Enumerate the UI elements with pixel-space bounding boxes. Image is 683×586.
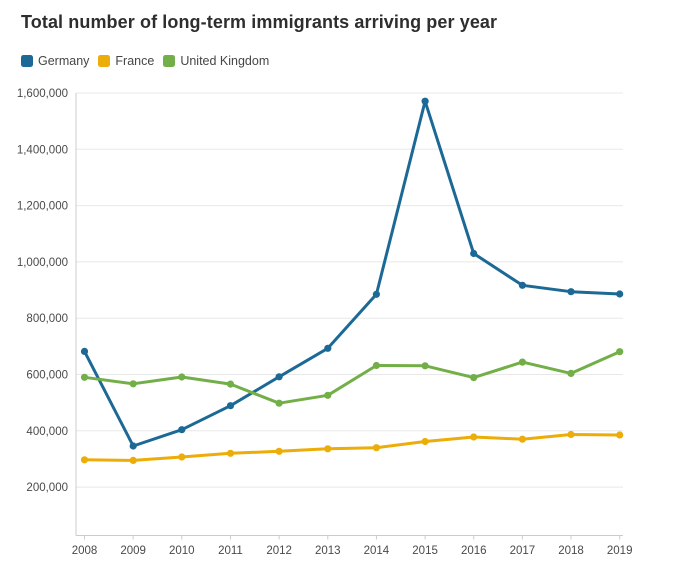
data-point-united-kingdom-2017 [519, 359, 526, 366]
data-point-germany-2017 [519, 282, 526, 289]
y-tick-label: 1,400,000 [16, 144, 68, 157]
data-point-france-2012 [276, 448, 283, 455]
data-point-united-kingdom-2011 [227, 381, 234, 388]
data-point-united-kingdom-2012 [276, 400, 283, 407]
x-tick-label: 2014 [363, 545, 390, 557]
data-point-germany-2009 [130, 442, 137, 449]
x-tick-label: 2018 [558, 545, 584, 557]
x-tick-label: 2016 [460, 545, 487, 557]
data-point-germany-2015 [422, 98, 429, 105]
data-point-germany-2013 [324, 345, 331, 352]
data-point-france-2017 [519, 436, 526, 443]
data-point-united-kingdom-2016 [470, 374, 477, 381]
data-point-united-kingdom-2019 [616, 348, 623, 355]
data-point-united-kingdom-2015 [422, 362, 429, 369]
chart-title: Total number of long-term immigrants arriving per year [21, 12, 498, 32]
y-tick-label: 1,000,000 [16, 256, 68, 269]
legend-label-united-kingdom: United Kingdom [180, 54, 270, 68]
data-point-france-2009 [130, 457, 137, 464]
legend-swatch-france-icon [98, 55, 110, 67]
x-tick-label: 2011 [218, 545, 243, 557]
legend-item-germany [21, 54, 89, 68]
data-point-france-2019 [616, 431, 623, 438]
data-point-united-kingdom-2010 [178, 373, 185, 380]
data-point-france-2013 [324, 445, 331, 452]
y-tick-label: 400,000 [26, 425, 68, 438]
y-tick-label: 1,200,000 [16, 200, 68, 213]
data-point-france-2015 [422, 438, 429, 445]
x-tick-label: 2010 [169, 545, 195, 557]
data-point-france-2016 [470, 433, 477, 440]
legend-item-france [98, 54, 154, 68]
data-point-germany-2008 [81, 348, 88, 355]
data-point-france-2008 [81, 456, 88, 463]
data-point-germany-2019 [616, 290, 623, 297]
data-point-germany-2016 [470, 250, 477, 257]
y-tick-label: 600,000 [26, 369, 68, 382]
data-point-france-2014 [373, 444, 380, 451]
data-point-germany-2012 [276, 373, 283, 380]
data-point-germany-2010 [178, 426, 185, 433]
data-point-united-kingdom-2014 [373, 362, 380, 369]
data-point-united-kingdom-2009 [130, 380, 137, 387]
y-tick-label: 1,600,000 [16, 88, 68, 100]
data-point-germany-2014 [373, 291, 380, 298]
x-tick-label: 2013 [314, 545, 341, 557]
legend-swatch-germany-icon [21, 55, 33, 67]
data-point-united-kingdom-2013 [324, 392, 331, 399]
data-point-france-2011 [227, 450, 234, 457]
legend-item-united-kingdom [163, 54, 269, 68]
data-point-germany-2018 [567, 288, 574, 295]
x-tick-label: 2015 [412, 545, 438, 557]
data-point-germany-2011 [227, 402, 234, 409]
series-line-france [85, 435, 620, 461]
x-tick-label: 2012 [266, 545, 292, 557]
x-tick-label: 2019 [606, 545, 633, 557]
y-tick-label: 200,000 [26, 482, 68, 495]
data-point-united-kingdom-2008 [81, 374, 88, 381]
data-point-france-2018 [567, 431, 574, 438]
series-line-united-kingdom [85, 352, 620, 404]
data-point-united-kingdom-2018 [567, 370, 574, 377]
x-tick-label: 2009 [120, 545, 146, 557]
legend-label-germany: Germany [38, 54, 90, 68]
x-tick-label: 2008 [71, 545, 98, 557]
series-line-germany [85, 101, 620, 446]
y-tick-label: 800,000 [26, 313, 68, 326]
data-point-france-2010 [178, 453, 185, 460]
legend-label-france: France [115, 54, 155, 68]
plot-area [0, 80, 683, 581]
legend-swatch-united-kingdom-icon [163, 55, 175, 67]
x-tick-label: 2017 [509, 545, 536, 557]
chart-legend [21, 54, 269, 68]
line-chart-canvas [0, 80, 683, 581]
